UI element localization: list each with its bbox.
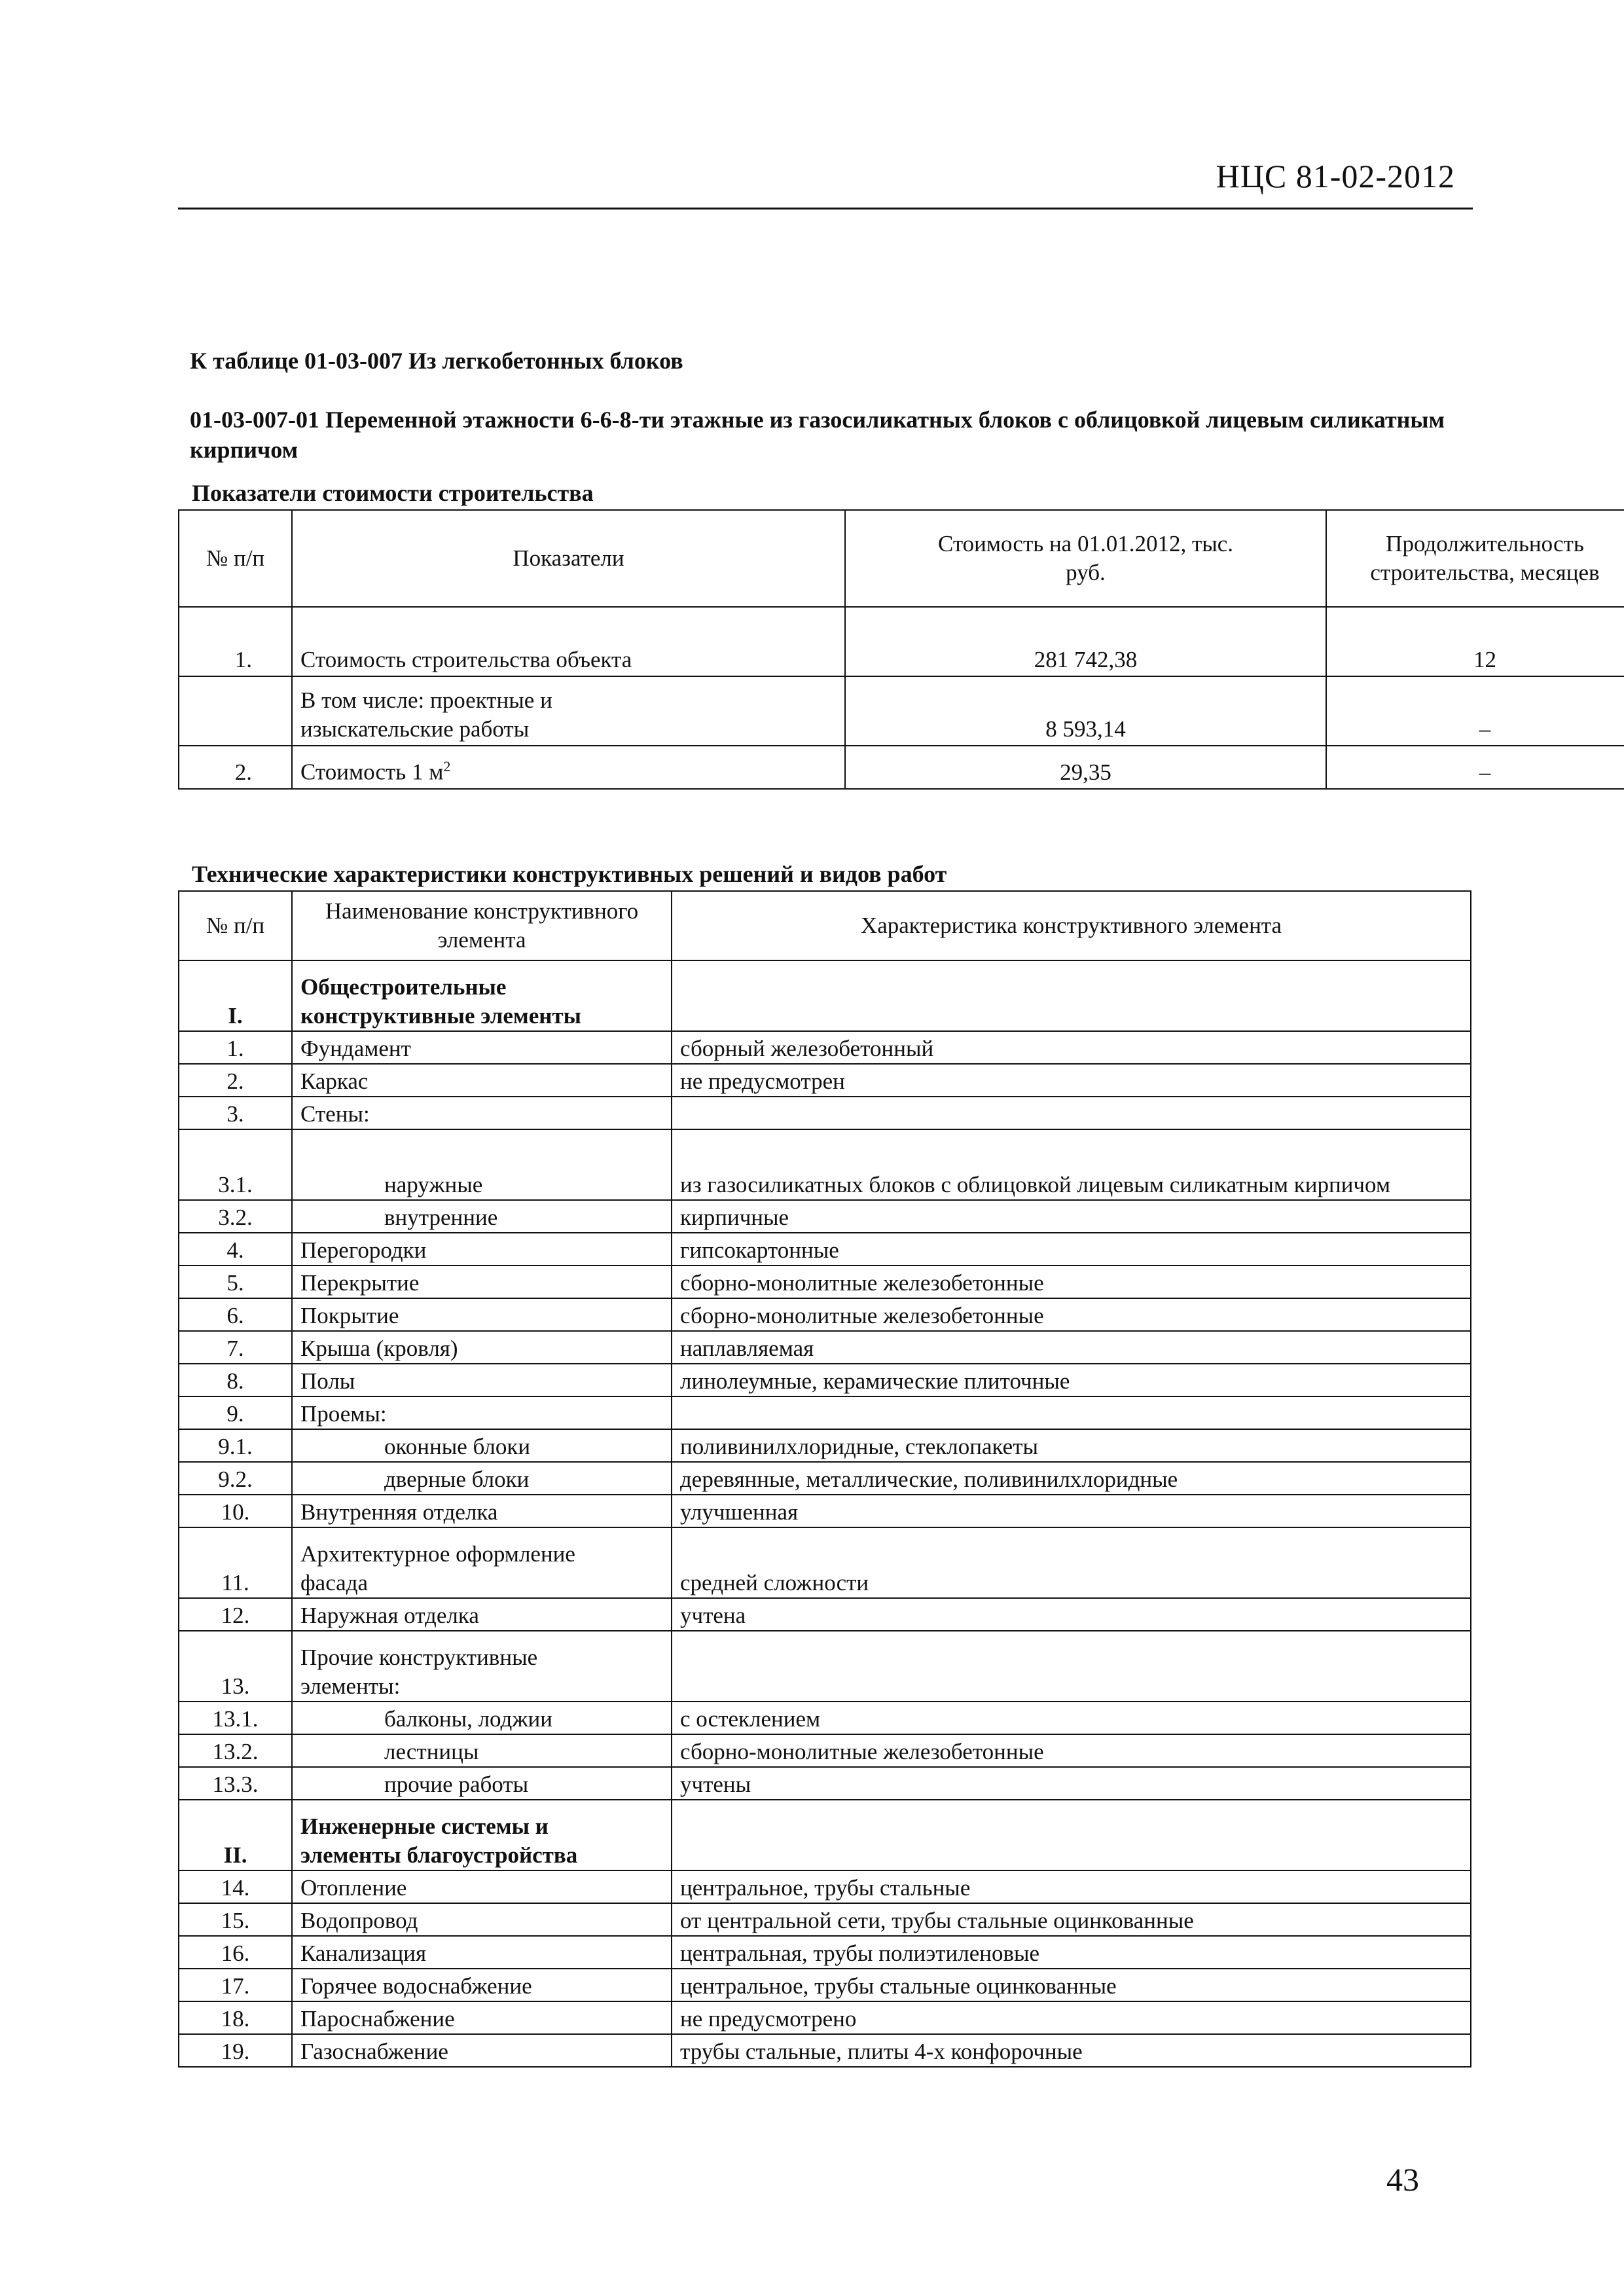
row-number: 1.: [179, 1031, 292, 1064]
row-cost: 29,35: [845, 746, 1326, 789]
element-characteristic: [672, 1800, 1471, 1870]
table-row: [179, 1064, 1471, 1097]
element-characteristic: центральное, трубы стальные оцинкованные: [672, 1969, 1471, 2001]
table-row: [179, 1200, 1471, 1233]
table-row: [179, 1364, 1471, 1396]
element-characteristic: поливинилхлоридные, стеклопакеты: [672, 1429, 1471, 1462]
table-header-row: [179, 891, 1471, 960]
element-characteristic: учтены: [672, 1767, 1471, 1800]
row-number: 2.: [179, 746, 292, 789]
element-characteristic: [672, 1631, 1471, 1702]
row-number: 16.: [179, 1936, 292, 1969]
row-number: 9.1.: [179, 1429, 292, 1462]
table-row: [179, 676, 1624, 746]
column-header: Показатели: [292, 510, 845, 607]
row-duration: –: [1326, 746, 1624, 789]
element-name: Стены:: [292, 1097, 672, 1129]
row-number: [179, 676, 292, 746]
element-name: Инженерные системы и элементы благоустройства: [292, 1800, 672, 1870]
element-name: Отопление: [292, 1870, 672, 1903]
element-characteristic: с остеклением: [672, 1702, 1471, 1734]
row-number: 2.: [179, 1064, 292, 1097]
element-characteristic: наплавляемая: [672, 1331, 1471, 1364]
section-row: [179, 960, 1471, 1031]
element-name: дверные блоки: [292, 1462, 672, 1495]
column-header: Продолжительность строительства, месяцев: [1326, 510, 1624, 607]
table-row: [179, 1298, 1471, 1331]
element-characteristic: сборный железобетонный: [672, 1031, 1471, 1064]
column-header: Стоимость на 01.01.2012, тыс. руб.: [845, 510, 1326, 607]
row-number: 13.: [179, 1631, 292, 1702]
table-row: [179, 2001, 1471, 2034]
table-header-row: [179, 510, 1624, 607]
row-number: 12.: [179, 1598, 292, 1631]
element-characteristic: средней сложности: [672, 1527, 1471, 1598]
element-name: Водопровод: [292, 1903, 672, 1936]
table-row: [179, 1396, 1471, 1429]
table-row: [179, 1767, 1471, 1800]
row-number: 5.: [179, 1266, 292, 1298]
element-name: внутренние: [292, 1200, 672, 1233]
row-indicator: Стоимость строительства объекта: [292, 607, 845, 676]
element-characteristic: [672, 960, 1471, 1031]
table-row: [179, 607, 1624, 676]
row-number: 9.: [179, 1396, 292, 1429]
row-number: 3.1.: [179, 1129, 292, 1200]
column-header: № п/п: [179, 891, 292, 960]
row-number: II.: [179, 1800, 292, 1870]
row-number: 11.: [179, 1527, 292, 1598]
element-characteristic: сборно-монолитные железобетонные: [672, 1266, 1471, 1298]
row-number: 13.2.: [179, 1734, 292, 1767]
table-row: [179, 1097, 1471, 1129]
row-number: 6.: [179, 1298, 292, 1331]
element-name: Проемы:: [292, 1396, 672, 1429]
element-characteristic: деревянные, металлические, поливинилхлоридные: [672, 1462, 1471, 1495]
element-characteristic: учтена: [672, 1598, 1471, 1631]
row-number: 3.: [179, 1097, 292, 1129]
row-number: 19.: [179, 2034, 292, 2067]
element-name: Прочие конструктивные элементы:: [292, 1631, 672, 1702]
row-number: 4.: [179, 1233, 292, 1266]
element-name: Полы: [292, 1364, 672, 1396]
element-characteristic: трубы стальные, плиты 4-х конфорочные: [672, 2034, 1471, 2067]
table-row: [179, 1429, 1471, 1462]
element-name: прочие работы: [292, 1767, 672, 1800]
element-name: Пароснабжение: [292, 2001, 672, 2034]
element-name: наружные: [292, 1129, 672, 1200]
table-row: [179, 1129, 1471, 1200]
tech-section-title: Технические характеристики конструктивных решений и видов работ: [192, 861, 947, 887]
table-row: [179, 1031, 1471, 1064]
table-row: [179, 1936, 1471, 1969]
table-row: [179, 1734, 1471, 1767]
element-characteristic: [672, 1097, 1471, 1129]
table-row: [179, 1266, 1471, 1298]
row-number: 9.2.: [179, 1462, 292, 1495]
table-row: [179, 746, 1624, 789]
row-number: 8.: [179, 1364, 292, 1396]
technical-characteristics-table: [178, 890, 1471, 2068]
row-indicator: В том числе: проектные и изыскательские работы: [292, 676, 845, 746]
element-characteristic: центральная, трубы полиэтиленовые: [672, 1936, 1471, 1969]
cost-indicators-table: [178, 509, 1624, 790]
row-number: 13.3.: [179, 1767, 292, 1800]
element-name: Канализация: [292, 1936, 672, 1969]
element-characteristic: не предусмотрен: [672, 1064, 1471, 1097]
table-row: [179, 1462, 1471, 1495]
element-characteristic: от центральной сети, трубы стальные оцинкованные: [672, 1903, 1471, 1936]
element-name: Фундамент: [292, 1031, 672, 1064]
element-characteristic: кирпичные: [672, 1200, 1471, 1233]
row-number: 7.: [179, 1331, 292, 1364]
element-name: Общестроительные конструктивные элементы: [292, 960, 672, 1031]
column-header: № п/п: [179, 510, 292, 607]
table-row: [179, 1903, 1471, 1936]
row-cost: 8 593,14: [845, 676, 1326, 746]
element-characteristic: из газосиликатных блоков с облицовкой лицевым силикатным кирпичом: [672, 1129, 1471, 1200]
table-row: [179, 1233, 1471, 1266]
column-header: Характеристика конструктивного элемента: [672, 891, 1471, 960]
table-row: [179, 2034, 1471, 2067]
row-cost: 281 742,38: [845, 607, 1326, 676]
row-number: 17.: [179, 1969, 292, 2001]
row-number: 3.2.: [179, 1200, 292, 1233]
element-characteristic: гипсокартонные: [672, 1233, 1471, 1266]
element-name: Крыша (кровля): [292, 1331, 672, 1364]
superscript: 2: [443, 758, 451, 775]
table-row: [179, 1870, 1471, 1903]
table-row: [179, 1598, 1471, 1631]
element-name: балконы, лоджии: [292, 1702, 672, 1734]
table-row: [179, 1495, 1471, 1527]
row-number: 15.: [179, 1903, 292, 1936]
row-indicator: [292, 746, 845, 789]
row-number: 13.1.: [179, 1702, 292, 1734]
element-name: Каркас: [292, 1064, 672, 1097]
element-characteristic: [672, 1396, 1471, 1429]
row-number: 1.: [179, 607, 292, 676]
element-name: оконные блоки: [292, 1429, 672, 1462]
row-number: 10.: [179, 1495, 292, 1527]
subtable-heading: 01-03-007-01 Переменной этажности 6-6-8-ти этажные из газосиликатных блоков с облицовкой лицевым силикатным кирпичом: [190, 407, 1445, 463]
table-row: [179, 1527, 1471, 1598]
element-name: Архитектурное оформление фасада: [292, 1527, 672, 1598]
element-name: Наружная отделка: [292, 1598, 672, 1631]
section-row: [179, 1800, 1471, 1870]
header-rule: [178, 208, 1473, 210]
element-name: Горячее водоснабжение: [292, 1969, 672, 2001]
row-number: 18.: [179, 2001, 292, 2034]
table-row: [179, 1969, 1471, 2001]
element-name: Перекрытие: [292, 1266, 672, 1298]
table-row: [179, 1702, 1471, 1734]
element-name: Перегородки: [292, 1233, 672, 1266]
element-characteristic: линолеумные, керамические плиточные: [672, 1364, 1471, 1396]
table-reference-heading: К таблице 01-03-007 Из легкобетонных блоков: [190, 348, 683, 374]
element-characteristic: сборно-монолитные железобетонные: [672, 1298, 1471, 1331]
element-name: Покрытие: [292, 1298, 672, 1331]
indicator-text: Стоимость 1 м: [300, 759, 444, 785]
costs-section-title: Показатели стоимости строительства: [192, 480, 594, 506]
page-number: 43: [1386, 2161, 1419, 2198]
row-duration: –: [1326, 676, 1624, 746]
element-characteristic: не предусмотрено: [672, 2001, 1471, 2034]
element-name: Внутренняя отделка: [292, 1495, 672, 1527]
table-row: [179, 1631, 1471, 1702]
row-duration: 12: [1326, 607, 1624, 676]
table-row: [179, 1331, 1471, 1364]
element-characteristic: улучшенная: [672, 1495, 1471, 1527]
element-characteristic: сборно-монолитные железобетонные: [672, 1734, 1471, 1767]
row-number: I.: [179, 960, 292, 1031]
element-name: лестницы: [292, 1734, 672, 1767]
document-code: НЦС 81-02-2012: [1216, 158, 1455, 194]
row-number: 14.: [179, 1870, 292, 1903]
element-name: Газоснабжение: [292, 2034, 672, 2067]
column-header: Наименование конструктивного элемента: [292, 891, 672, 960]
element-characteristic: центральное, трубы стальные: [672, 1870, 1471, 1903]
